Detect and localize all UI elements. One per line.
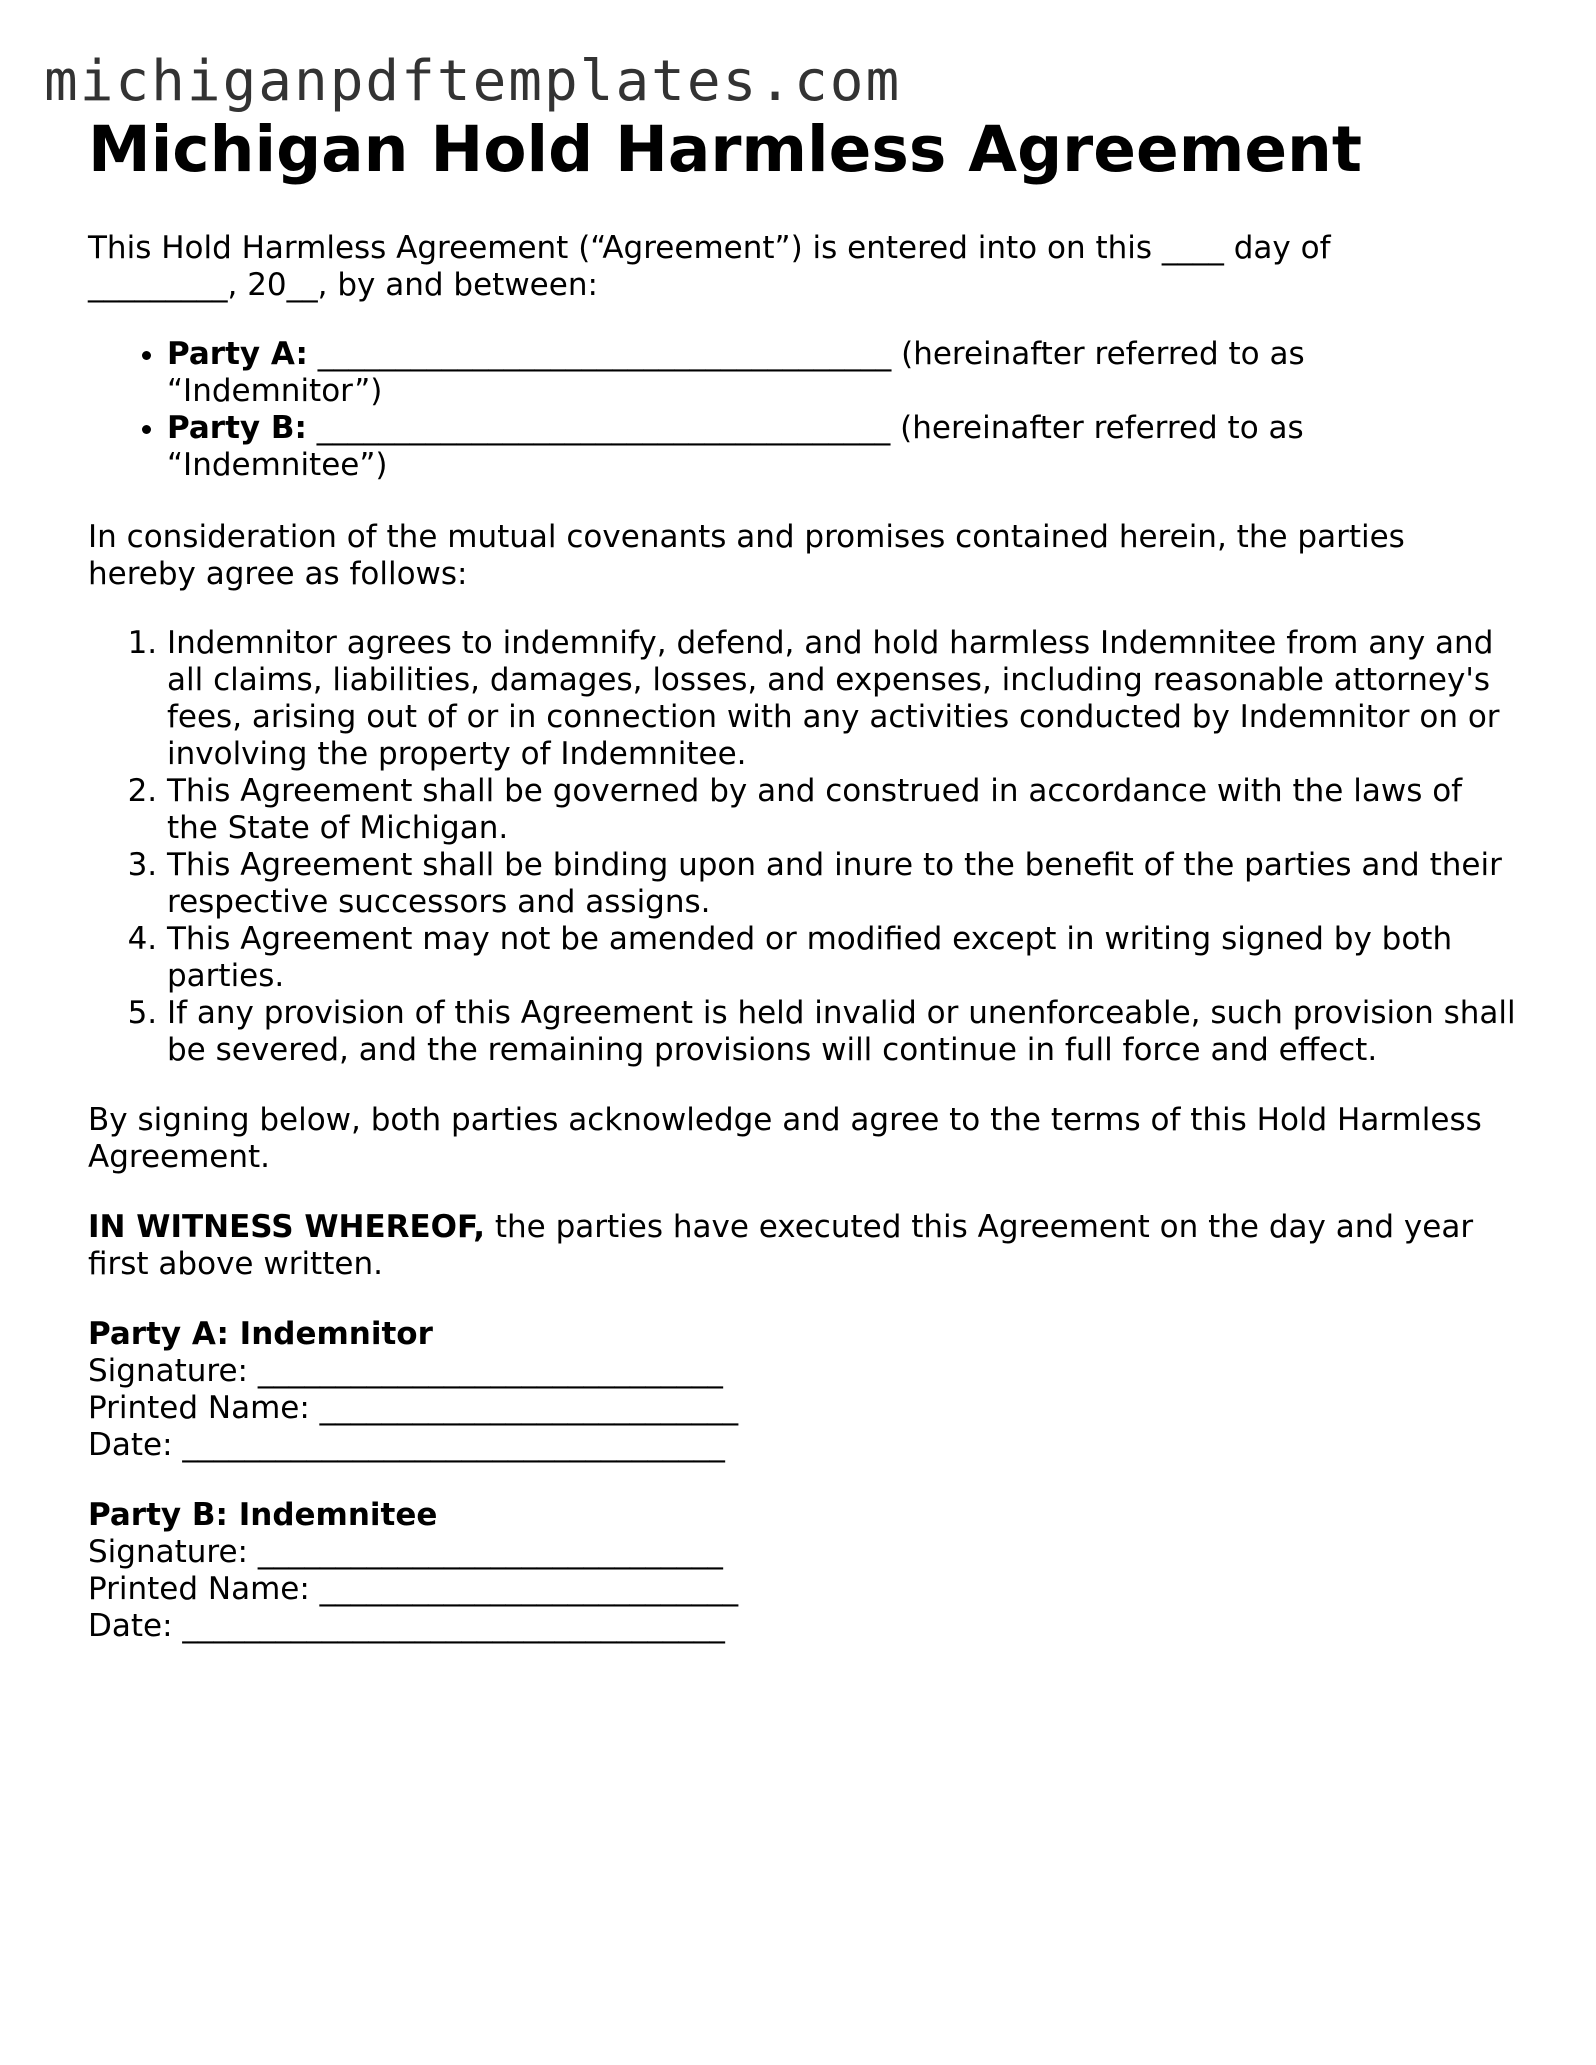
party-b-label: Party B: [167, 410, 307, 446]
witness-paragraph [88, 1209, 1518, 1283]
intro-line-2: _________, 20__, by and between: [88, 267, 598, 303]
party-b-signature-title: Party B: Indemnitee [88, 1497, 438, 1533]
party-a-signature-title: Party A: Indemnitor [88, 1316, 433, 1352]
party-a-item [167, 336, 1427, 410]
witness-text: the parties have executed this Agreement on the day and year first above written. [88, 1209, 1474, 1282]
site-watermark: michiganpdftemplates.com [44, 49, 902, 114]
party-b-signature-line: Signature: ______________________________ [88, 1534, 723, 1570]
party-a-signature-block [88, 1316, 1518, 1464]
term-item: 3. This Agreement shall be binding upon and inure to the benefit of the parties and their respective successors and assigns. [167, 847, 1518, 921]
party-a-label: Party A: [167, 336, 308, 372]
intro-paragraph [88, 230, 1378, 304]
party-a-signature-line: Signature: ______________________________ [88, 1353, 723, 1389]
party-b-signature-block [88, 1497, 1518, 1645]
party-a-date-line: Date: ___________________________________ [88, 1427, 725, 1463]
party-a-text: _____________________________________ (hereinafter referred to as “Indemnitor”) [167, 336, 1305, 409]
intro-line-1: This Hold Harmless Agreement (“Agreement”) is entered into on this ____ day of [88, 230, 1331, 266]
party-b-text: _____________________________________ (hereinafter referred to as “Indemnitee”) [167, 410, 1304, 483]
document-title: Michigan Hold Harmless Agreement [88, 113, 1363, 186]
parties-list [88, 336, 1518, 484]
term-item: 1. Indemnitor agrees to indemnify, defend, and hold harmless Indemnitee from any and all claims, liabilities, damages, losses, and expenses, including reasonable attorney's fees, arising out of or in connection with any activities conducted by Indemnitor on or involving the property of Indemnitee. [167, 625, 1518, 773]
acknowledgement-paragraph: By signing below, both parties acknowledge and agree to the terms of this Hold Harmless Agreement. [88, 1102, 1482, 1175]
agreement-document [88, 110, 1518, 1645]
party-b-date-line: Date: ___________________________________ [88, 1608, 725, 1644]
term-item: 2. This Agreement shall be governed by and construed in accordance with the laws of the State of Michigan. [167, 773, 1518, 847]
party-a-printed-name-line: Printed Name: ___________________________ [88, 1390, 739, 1426]
witness-lead: IN WITNESS WHEREOF, [88, 1209, 486, 1245]
consideration-paragraph: In consideration of the mutual covenants and promises contained herein, the parties hereby agree as follows: [88, 519, 1405, 592]
term-item: 4. This Agreement may not be amended or modified except in writing signed by both parties. [167, 921, 1518, 995]
party-b-item [167, 410, 1427, 484]
terms-list [88, 625, 1518, 1069]
party-b-printed-name-line: Printed Name: ___________________________ [88, 1571, 739, 1607]
term-item: 5. If any provision of this Agreement is held invalid or unenforceable, such provision shall be severed, and the remaining provisions will continue in full force and effect. [167, 995, 1518, 1069]
